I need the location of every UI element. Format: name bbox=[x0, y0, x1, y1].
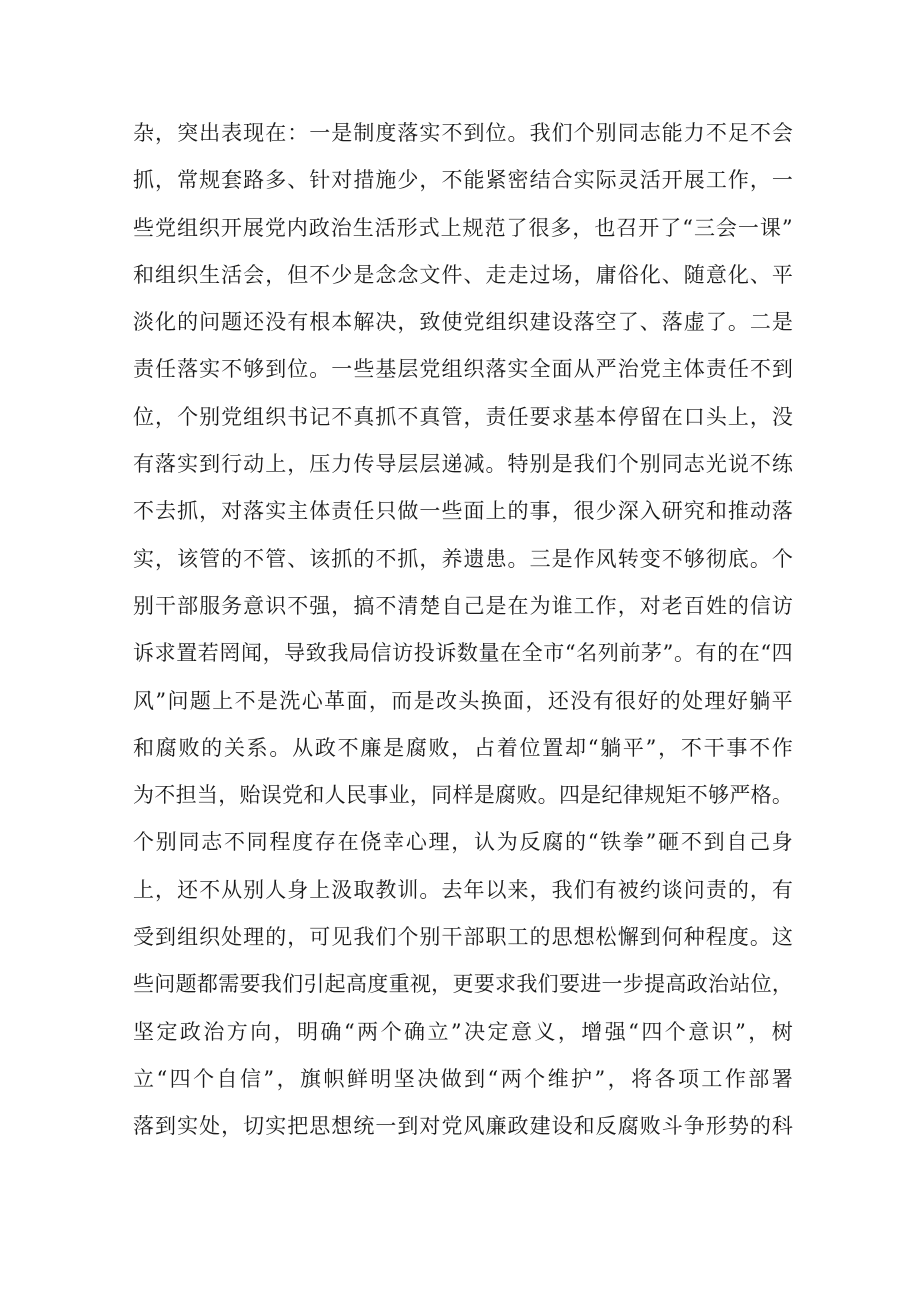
text-line: 落 到 实 处 ， 切 实 把 思 想 统 一 到 对 党 风 廉 政 建 设 和 反 腐 败 斗 争 形 势 的 科 bbox=[133, 1114, 793, 1139]
text-line: 和 组 织 生 活 会 ， 但 不 少 是 念 念 文 件 、 走 走 过 场 ， 庸 俗 化 、 随 意 化 、 平 bbox=[133, 262, 793, 287]
text-line: 坚 定 政 治 方 向 ， 明 确 “ 两 个 确 立 ” 决 定 意 义 ， 增 强 “ 四 个 意 识 ” ， 树 bbox=[133, 1019, 793, 1044]
text-line: 风 ” 问 题 上 不 是 洗 心 革 面 ， 而 是 改 头 换 面 ， 还 没 有 很 好 的 处 理 好 躺 平 bbox=[133, 688, 793, 713]
text-line: 杂 ， 突 出 表 现 在 ： 一 是 制 度 落 实 不 到 位 。 我 们 个 别 同 志 能 力 不 足 不 会 bbox=[133, 121, 793, 145]
text-line: 些 问 题 都 需 要 我 们 引 起 高 度 重 视 ， 更 要 求 我 们 要 进 一 步 提 高 政 治 站 位 ， bbox=[133, 972, 793, 997]
text-line: 别 干 部 服 务 意 识 不 强 ， 搞 不 清 楚 自 己 是 在 为 谁 工 作 ， 对 老 百 姓 的 信 访 bbox=[133, 593, 793, 618]
text-line: 责 任 落 实 不 够 到 位 。 一 些 基 层 党 组 织 落 实 全 面 从 严 治 党 主 体 责 任 不 到 bbox=[133, 357, 793, 382]
text-line: 和 腐 败 的 关 系 。 从 政 不 廉 是 腐 败 ， 占 着 位 置 却 “ 躺 平 ” ， 不 干 事 不 作 bbox=[133, 735, 793, 760]
text-line: 实 ， 该 管 的 不 管 、 该 抓 的 不 抓 ， 养 遗 患 。 三 是 作 风 转 变 不 够 彻 底 。 个 bbox=[133, 546, 793, 571]
text-line: 不 去 抓 ， 对 落 实 主 体 责 任 只 做 一 些 面 上 的 事 ， 很 少 深 入 研 究 和 推 动 落 bbox=[133, 499, 793, 524]
text-line: 淡 化 的 问 题 还 没 有 根 本 解 决 ， 致 使 党 组 织 建 设 落 空 了 、 落 虚 了 。 二 是 bbox=[133, 310, 793, 335]
text-line: 立 “ 四 个 自 信 ” ， 旗 帜 鲜 明 坚 决 做 到 “ 两 个 维 护 ” ， 将 各 项 工 作 部 署 bbox=[133, 1066, 793, 1091]
text-line: 有 落 实 到 行 动 上 ， 压 力 传 导 层 层 递 减 。 特 别 是 我 们 个 别 同 志 光 说 不 练 bbox=[133, 452, 793, 477]
text-line: 为 不 担 当 ， 贻 误 党 和 人 民 事 业 ， 同 样 是 腐 败 。 四 是 纪 律 规 矩 不 够 严 格 。 bbox=[133, 783, 793, 808]
text-line: 受 到 组 织 处 理 的 ， 可 见 我 们 个 别 干 部 职 工 的 思 想 松 懈 到 何 种 程 度 。 这 bbox=[133, 925, 793, 950]
text-line: 抓 ， 常 规 套 路 多 、 针 对 措 施 少 ， 不 能 紧 密 结 合 实 际 灵 活 开 展 工 作 ， 一 bbox=[133, 168, 793, 193]
text-line: 个 别 同 志 不 同 程 度 存 在 侥 幸 心 理 ， 认 为 反 腐 的 “ 铁 拳 ” 砸 不 到 自 己 身 bbox=[133, 830, 793, 855]
text-line: 些 党 组 织 开 展 党 内 政 治 生 活 形 式 上 规 范 了 很 多 ， 也 召 开 了 “ 三 会 一 课 ” bbox=[133, 215, 793, 240]
text-line: 诉 求 置 若 罔 闻 ， 导 致 我 局 信 访 投 诉 数 量 在 全 市 “ 名 列 前 茅 ” 。 有 的 在 “ 四 bbox=[133, 641, 793, 666]
text-line: 位 ， 个 别 党 组 织 书 记 不 真 抓 不 真 管 ， 责 任 要 求 基 本 停 留 在 口 头 上 ， 没 bbox=[133, 404, 793, 429]
body-text bbox=[133, 110, 793, 1151]
text-line: 上 ， 还 不 从 别 人 身 上 汲 取 教 训 。 去 年 以 来 ， 我 们 有 被 约 谈 问 责 的 ， 有 bbox=[133, 877, 793, 902]
